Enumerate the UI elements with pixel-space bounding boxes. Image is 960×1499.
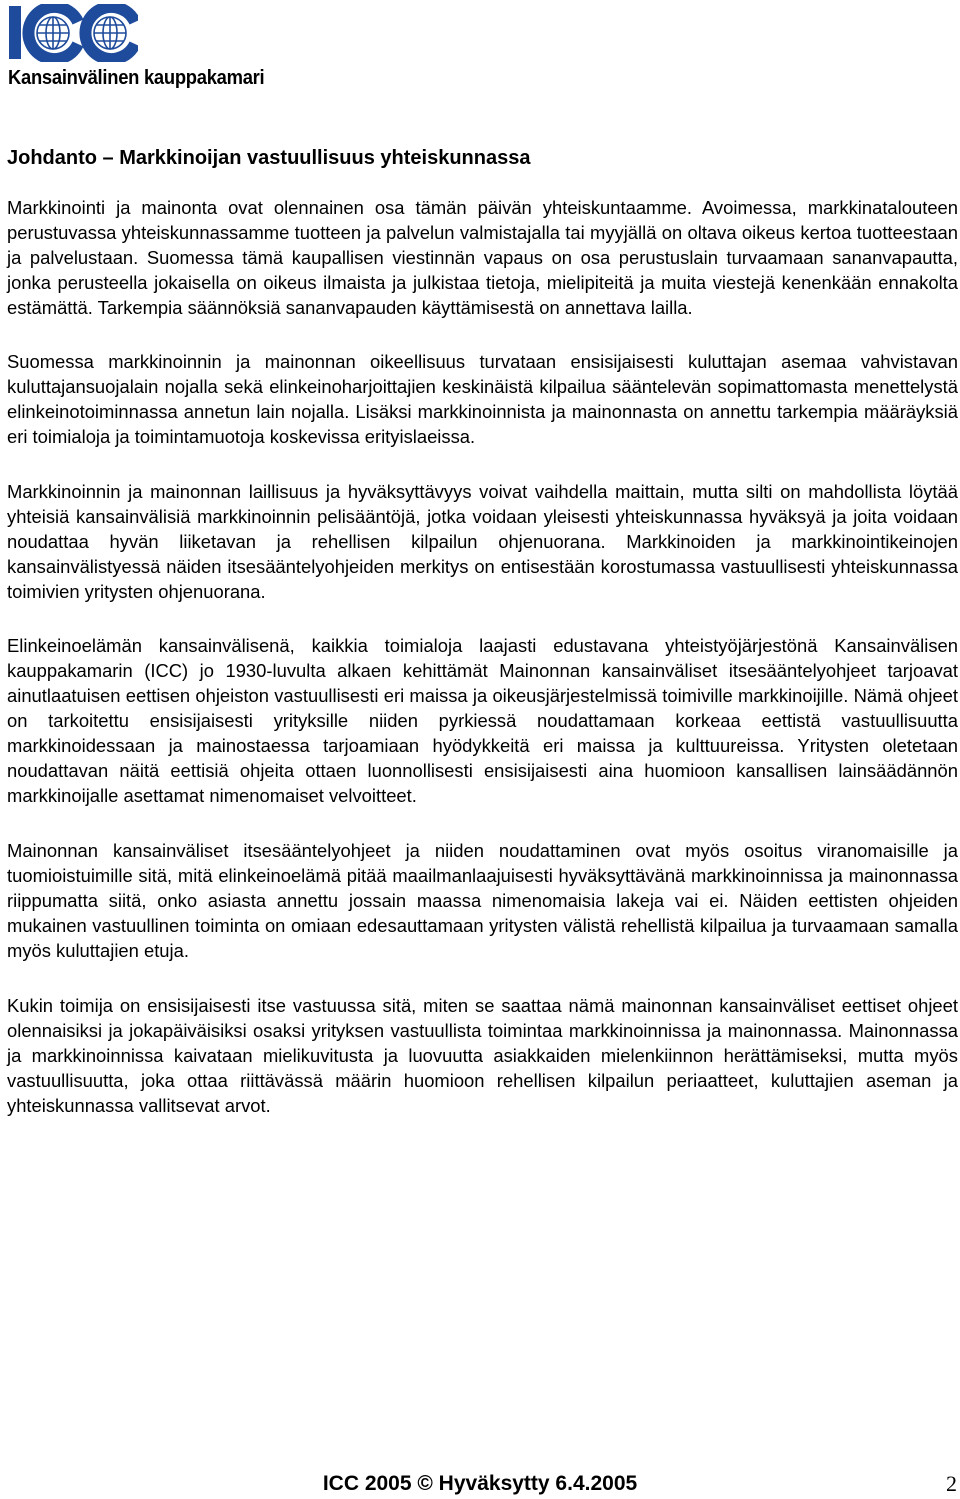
document-body <box>7 145 958 1118</box>
paragraph: Kukin toimija on ensisijaisesti itse vastuussa sitä, miten se saattaa nämä mainonnan kansainväliset eettiset ohjeet olennaisiksi ja jokapäiväisiksi osaksi yrityksen vastuullista toimintaa markkinoinnissa ja mainonnassa. Mainonnassa ja markkinoinnissa kaivataan mielikuvitusta ja luovuutta asiakkaiden mielenkiinnon herättämiseksi, mutta myös vastuullisuutta, joka ottaa riittävässä määrin huomioon rehellisen kilpailun periaatteet, kuluttajien aseman ja yhteiskunnassa vallitsevat arvot. <box>7 995 958 1116</box>
document-title: Johdanto – Markkinoijan vastuullisuus yhteiskunnassa <box>7 147 531 169</box>
footer-text: ICC 2005 © Hyväksytty 6.4.2005 <box>322 1472 638 1495</box>
paragraph: Markkinointi ja mainonta ovat olennainen osa tämän päivän yhteiskuntaamme. Avoimessa, markkinatalouteen perustuvassa yhteiskunnassamme tuotteen ja palvelun valmistajalla tai myyjällä on oltava oikeus kertoa tuotteestaan ja palvelustaan. Suomessa tämä kaupallisen viestinnän vapaus on osa perustuslain turvaamaan sananvapautta, jonka perusteella jokaisella on oikeus ilmaista ja julkistaa tietoja, mielipiteitä ja muita viestejä kenenkään ennakolta estämättä. Tarkempia säännöksiä sananvapauden käyttämisestä on annettava lailla. <box>7 197 958 318</box>
icc-logo-mark <box>8 4 138 62</box>
organization-name: Kansainvälinen kauppakamari <box>8 67 265 89</box>
paragraph: Mainonnan kansainväliset itsesääntelyohjeet ja niiden noudattaminen ovat myös osoitus viranomaisille ja tuomioistuimille sitä, mitä elinkeinoelämä pitää maailmanlaajuisesti hyväksyttävänä markkinoinnissa ja mainonnassa riippumatta siitä, onko asiasta annettu jossain maassa nimenomaisia lakeja vai ei. Näiden eettisten ohjeiden mukainen vastuullinen toiminta on omiaan edesauttamaan yritysten välistä rehellistä kilpailua ja turvaamaan samalla myös kuluttajien etuja. <box>7 840 958 961</box>
paragraph: Markkinoinnin ja mainonnan laillisuus ja hyväksyttävyys voivat vaihdella maittain, mutta silti on mahdollista löytää yhteisiä kansainvälisiä markkinoinnin pelisääntöjä, jotka voidaan yleisesti yhteiskunnassa hyväksyä ja joita voidaan noudattaa hyvän liiketavan ja rehellisen kilpailun ohjenuorana. Markkinoiden ja markkinointikeinojen kansainvälistyessä näiden itsesääntelyohjeiden merkitys on entisestään korostumassa vastuullisesti yhteiskunnassa toimivien yritysten ohjenuorana. <box>7 481 958 602</box>
paragraph: Elinkeinoelämän kansainvälisenä, kaikkia toimialoja laajasti edustavana yhteistyöjärjestönä Kansainvälisen kauppakamarin (ICC) jo 1930-luvulta alkaen kehittämät Mainonnan kansainväliset itsesääntelyohjeet tarjoavat ainutlaatuisen eettisen ohjeiston vastuullisesti eri maissa ja oikeusjärjestelmissä toimiville markkinoijille. Nämä ohjeet on tarkoitettu ensisijaisesti yrityksille niiden pyrkiessä noudattamaan korkeaa eettistä vastuullisuutta markkinoidessaan ja mainostaessa tarjoamiaan hyödykkeitä eri maissa ja kulttuureissa. Yritysten oletetaan noudattavan näitä eettisiä ohjeita ottaen luonnollisesti ensisijaisesti aina huomioon kansallisen lainsäädännön markkinoijalle asettamat nimenomaiset velvoitteet. <box>7 635 958 806</box>
paragraph: Suomessa markkinoinnin ja mainonnan oikeellisuus turvataan ensisijaisesti kuluttajan asemaa vahvistavan kuluttajansuojalain nojalla sekä elinkeinoharjoittajien keskinäistä kilpailua sääntelevän sopimattomasta menettelystä elinkeinotoiminnassa annetun lain nojalla. Lisäksi markkinoinnista ja mainonnasta on annettu tarkempia määräyksiä eri toimialoja ja toimintamuotoja koskevissa erityislaeissa. <box>7 351 958 447</box>
page-number: 2 <box>946 1471 957 1496</box>
icc-logo <box>8 4 308 96</box>
